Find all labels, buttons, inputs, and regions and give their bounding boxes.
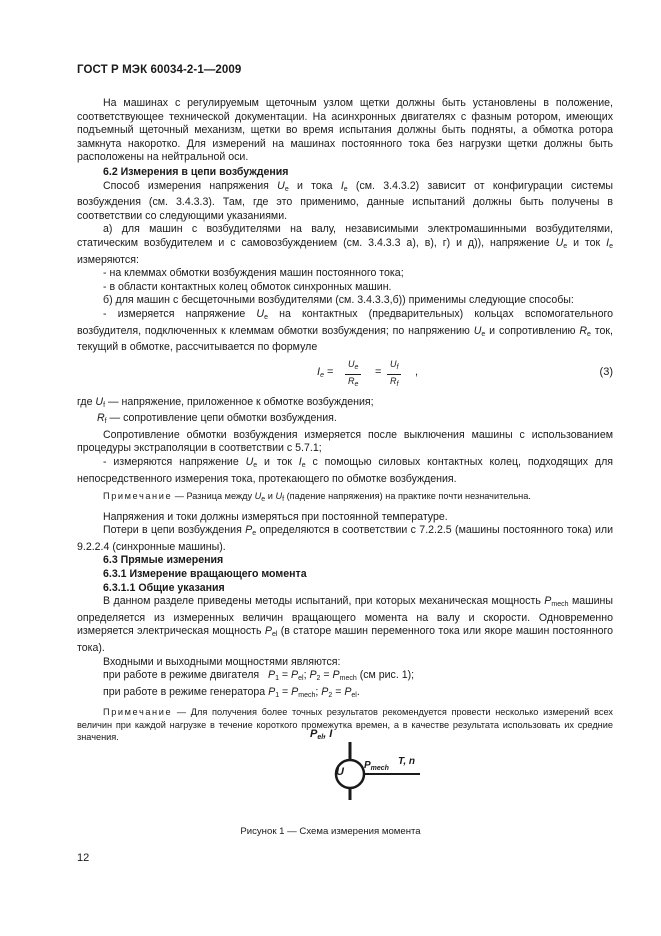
formula-comma: , [415,365,419,378]
paragraph-inout: Входными и выходными мощностями являются: [103,655,341,668]
figure-label-u: U [336,766,344,778]
torque-measurement-schematic [300,728,440,818]
figure-label-pel-i: $P_{el}$, I [310,728,333,741]
formula-eq: = [375,365,382,378]
formula-3 [77,358,613,392]
list-item: - на клеммах обмотки возбуждения машин постоянного тока; [103,267,404,280]
heading-6-3-1-1: 6.3.1.1 Общие указания [103,581,225,594]
where-rf: $R_f$ — сопротивление цепи обмотки возбуждения. [97,412,337,426]
paragraph-item-a: а) для машин с возбудителями на валу, независимыми электромашинными возбудителями, статическим возбудителем и с самовозбуждением (см. 3.4.3.3 а), в), г) и д)), напряжение $U_e$ и ток $I_e$ измеряются: [77,223,613,266]
paragraph-resistance: Сопротивление обмотки возбуждения измеряется после выключения машины с использованием процедуры экстраполяции в соответствии с 5.7.1; [77,428,613,455]
generator-mode-line: при работе в режиме генератора $P_1 = P_{mech}$; $P_2 = P_{el}$. [103,685,360,699]
heading-6-2: 6.2 Измерения в цепи возбуждения [103,165,289,178]
page-header: ГОСТ Р МЭК 60034-2-1—2009 [77,64,242,76]
note-2: Примечание — Для получения более точных результатов рекомендуется провести несколько измерений всех величин при каждой нагрузке в течение короткого промежутка времен, а в качестве результата использовать их средние значения. [77,707,613,743]
formula-lhs: $I_e$ = [317,365,334,379]
paragraph-constant-temp: Напряжения и токи должны измеряться при постоянной температуре. [103,510,448,523]
heading-6-3-1: 6.3.1 Измерение вращающего момента [103,568,307,581]
heading-6-3: 6.3 Прямые измерения [103,554,224,567]
paragraph-item-b1: - измеряется напряжение $U_e$ на контактных (предварительных) кольцах вспомогательного возбудителя, подключенных к клеммам обмотки возбуждения; по напряжению $U_e$ и сопротивлению $R_e$ ток, текущий в обмотке, рассчитывается по формуле [77,307,613,354]
paragraph-method: Способ измерения напряжения $U_e$ и тока $I_e$ (см. 3.4.3.2) зависит от конфигурации системы возбуждения (см. 3.4.3.3). Там, где это применимо, данные испытаний должны быть получены в соответствии со следующими указаниями. [77,179,613,222]
figure-label-pmech: $P_{mech}$ [364,760,389,772]
paragraph-item-b2: - измеряются напряжение $U_e$ и ток $I_e$ с помощью силовых контактных колец, подходящих для непосредственного измерения тока, протекающего по обмотке возбуждения. [77,456,613,485]
paragraph-general: В данном разделе приведены методы испытаний, при которых механическая мощность $P_{mech}$ машины определяется из измеренных величин вращающего момента на валу и скорости. Одновременно измеряется электрическая мощность $P_{el}$ (в статоре машин переменного тока или якоре машин постоянного тока). [77,595,614,654]
main-text [77,97,613,748]
where-uf: где $U_f$ — напряжение, приложенное к обмотке возбуждения; [77,395,374,409]
page-number: 12 [77,852,90,864]
formula-fraction-2: $\frac{U_f}{R_f}$ [387,358,401,392]
paragraph-losses: Потери в цепи возбуждения $P_e$ определяются в соответствии с 7.2.2.5 (машины постоянного тока) или 9.2.2.4 (синхронные машины). [77,524,613,553]
paragraph-item-b: б) для машин с бесщеточными возбудителями (см. 3.4.3.3,б)) применимы следующие способы: [103,294,574,307]
motor-mode-line: при работе в режиме двигателя $P_1 = P_{el}$; $P_2 = P_{mech}$ (см рис. 1); [103,669,415,683]
figure-caption: Рисунок 1 — Схема измерения момента [240,826,421,837]
figure-label-tn: T, n [398,756,416,767]
note-1: Примечание — Разница между $U_e$ и $U_f$ (падение напряжения) на практике почти незначительна. [103,491,531,504]
list-item: - в области контактных колец обмоток синхронных машин. [103,280,392,293]
paragraph-brushes: На машинах с регулируемым щеточным узлом щетки должны быть установлены в положение, соответствующее технической документации. На асинхронных двигателях с фазным ротором, имеющих подъемный щеточный механизм, щетки во время испытания должны быть подняты, а обмотка ротора замкнута накоротко. Для измерений на машинах постоянного тока без нагрузки щетки должны быть расположены на нейтральной оси. [77,97,613,164]
figure-1-diagram [300,728,440,818]
formula-number: (3) [599,365,613,378]
formula-fraction-1: $\frac{U_e}{R_e}$ [345,358,361,392]
